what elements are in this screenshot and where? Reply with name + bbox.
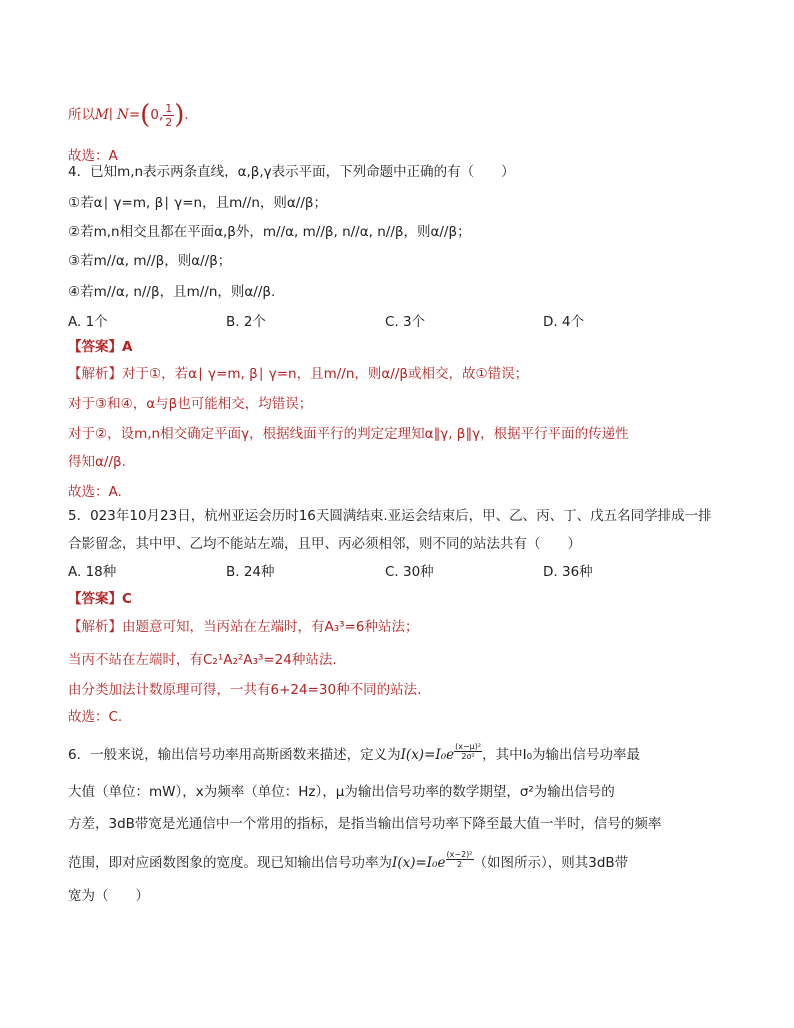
q5-analysis-line-1: 【解析】由题意可知，当丙站在左端时，有A₃³=6种站法； — [68, 619, 419, 635]
q6-line-4-text-a: 范围，即对应函数图象的宽度。现已知输出信号功率为 — [68, 855, 392, 871]
q4-stem: 4．已知m,n表示两条直线，α,β,γ表示平面，下列命题中正确的有（ ） — [68, 164, 515, 180]
q5-answer-tag: 【答案】C — [68, 591, 132, 607]
left-paren: ( — [140, 100, 151, 130]
right-paren: ) — [174, 100, 185, 130]
q5-stem-line-1: 5．023年10月23日，杭州亚运会历时16天圆满结束.亚运会结束后，甲、乙、丙、丁、戊五名同学排成一排 — [68, 508, 712, 524]
prev-answer-choice: 故选：A — [68, 148, 118, 164]
q5-option-a: A. 18种 — [68, 564, 117, 580]
q4-analysis-line-3: 对于②，设m,n相交确定平面γ，根据线面平行的判定定理知α∥γ, β∥γ，根据平行平面的传递性 — [68, 426, 629, 442]
q4-option-a: A. 1个 — [68, 314, 108, 330]
q6-given-exponent-numerator: (x−2)² — [446, 850, 473, 859]
fraction — [163, 102, 174, 129]
q6-gaussian-exponent — [454, 742, 482, 761]
q6-line-3: 方差，3dB带宽是光通信中一个常用的指标，是指当输出信号功率下降至最大值一半时，信号的频率 — [68, 816, 662, 832]
fraction-denominator: 2 — [165, 115, 173, 129]
q6-exponent-numerator: (x−μ)² — [455, 742, 482, 751]
q4-proposition-2: ②若m,n相交且都在平面α,β外，m//α, m//β, n//α, n//β，则α//β； — [68, 224, 471, 240]
q6-line-1-text-a: 6．一般来说，输出信号功率用高斯函数来描述，定义为 — [68, 747, 401, 763]
q6-given-exponent — [446, 850, 474, 869]
prev-conclusion-end: . — [184, 107, 189, 123]
q6-line-5: 宽为（ ） — [68, 888, 149, 904]
q6-given-exponent-denominator: 2 — [456, 860, 463, 869]
q5-option-b: B. 24种 — [226, 564, 275, 580]
q4-proposition-4: ④若m//α, n//β，且m//n，则α//β. — [68, 284, 276, 300]
q5-stem-line-2: 合影留念，其中甲、乙均不能站左端，且甲、丙必须相邻，则不同的站法共有（ ） — [68, 536, 581, 552]
q4-analysis-line-4: 得知α//β. — [68, 454, 126, 470]
q4-option-d: D. 4个 — [543, 314, 585, 330]
q6-line-4-text-b: （如图所示），则其3dB带 — [473, 855, 629, 871]
q6-gaussian-formula: I(x)=I₀e — [400, 747, 455, 763]
q4-choice: 故选：A. — [68, 484, 122, 500]
q5-analysis-line-2: 当丙不站在左端时，有C₂¹A₂²A₃³=24种站法. — [68, 652, 337, 668]
fraction-numerator: 1 — [165, 101, 173, 115]
q4-proposition-3: ③若m//α, m//β，则α//β； — [68, 253, 232, 269]
q6-given-formula: I(x)=I₀e — [392, 855, 446, 871]
q4-answer-tag: 【答案】A — [68, 339, 133, 355]
interval-left: 0, — [150, 107, 164, 123]
q4-proposition-1: ①若α∣ γ=m, β∣ γ=n，且m//n，则α//β； — [68, 195, 328, 211]
q4-analysis-line-1: 【解析】对于①，若α∣ γ=m, β∣ γ=n，且m//n，则α//β或相交，故①错误； — [68, 366, 529, 382]
q6-exponent-denominator: 2σ² — [461, 752, 475, 761]
q6-line-2: 大值（单位：mW），x为频率（单位：Hz），μ为输出信号功率的数学期望，σ²为输出信号的 — [68, 784, 615, 800]
q4-option-c: C. 3个 — [385, 314, 426, 330]
q6-line-1 — [68, 742, 640, 768]
set-expression: M∣ N= — [95, 107, 141, 123]
prev-conclusion-line — [68, 100, 189, 130]
q5-option-d: D. 36种 — [543, 564, 593, 580]
q5-option-c: C. 30种 — [385, 564, 434, 580]
q5-choice: 故选：C. — [68, 709, 123, 725]
q5-analysis-line-3: 由分类加法计数原理可得，一共有6+24=30种不同的站法. — [68, 682, 422, 698]
q6-line-4 — [68, 850, 628, 876]
q4-analysis-line-2: 对于③和④，α与β也可能相交，均错误； — [68, 396, 313, 412]
q4-option-b: B. 2个 — [226, 314, 266, 330]
prev-conclusion-prefix: 所以 — [68, 107, 95, 123]
q6-line-1-text-b: ，其中I₀为输出信号功率最 — [482, 747, 641, 763]
